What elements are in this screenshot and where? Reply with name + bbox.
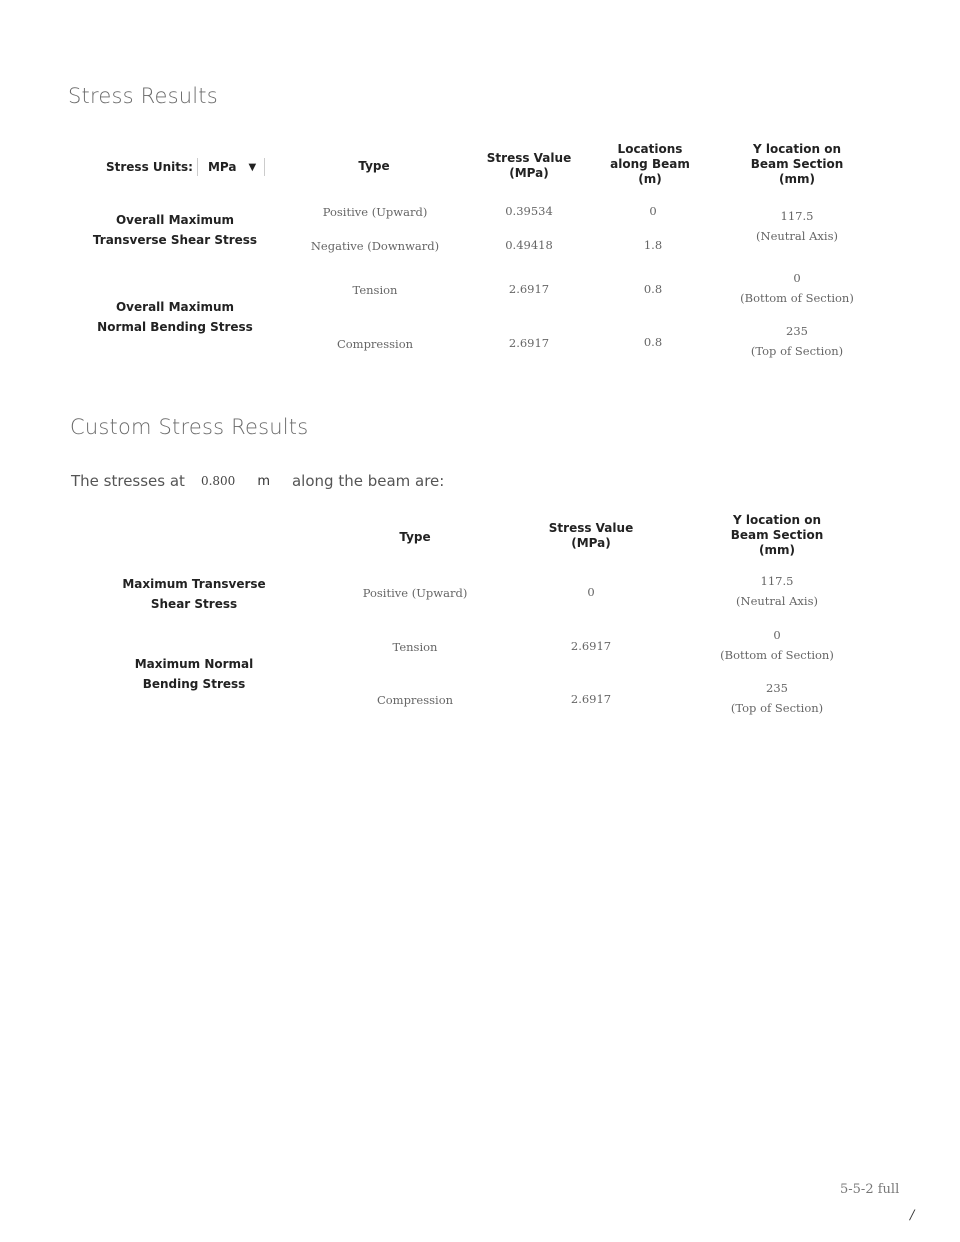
- header-type: Type: [358, 159, 390, 173]
- custom-shear-label-line2: Shear Stress: [150, 597, 238, 611]
- shear-positive-location: 0: [649, 204, 657, 218]
- shear-negative-value: 0.49418: [505, 238, 553, 252]
- bending-tension-value: 2.6917: [508, 282, 550, 296]
- shear-y-value: 117.5: [780, 209, 814, 223]
- custom-bending-label-line2: Bending Stress: [142, 677, 246, 691]
- stress-units-select[interactable]: [197, 158, 265, 176]
- overall-shear-label-line1: Overall Maximum: [115, 213, 235, 227]
- custom-shear-y-value: 117.5: [760, 574, 794, 588]
- custom-header-y-location-line2: Beam Section: [730, 528, 824, 542]
- shear-y-note: (Neutral Axis): [756, 229, 838, 243]
- custom-compression-type: Compression: [376, 693, 454, 707]
- custom-header-y-location: [712, 513, 842, 558]
- custom-header-stress-value: [531, 521, 651, 551]
- bending-compression-y: [722, 321, 872, 361]
- shear-positive-value: 0.39534: [505, 204, 553, 218]
- bending-compression-type: Compression: [336, 337, 414, 351]
- header-locations: [595, 142, 705, 187]
- custom-shear-y-note: (Neutral Axis): [736, 594, 818, 608]
- header-stress-value-line2: (MPa): [509, 166, 549, 180]
- footer-mark: /: [910, 1208, 915, 1223]
- custom-header-type: Type: [399, 530, 431, 544]
- custom-tension-y-value: 0: [773, 628, 781, 642]
- header-locations-line3: (m): [638, 172, 662, 186]
- position-unit: m: [257, 473, 270, 489]
- bending-tension-y-value: 0: [793, 271, 801, 285]
- custom-shear-value: 0: [587, 585, 595, 599]
- custom-tension-y: [702, 625, 852, 665]
- header-locations-line1: Locations: [617, 142, 683, 156]
- shear-negative-type: Negative (Downward): [310, 239, 440, 253]
- overall-bending-label-line1: Overall Maximum: [115, 300, 235, 314]
- custom-header-stress-value-line1: Stress Value: [548, 521, 634, 535]
- custom-position-sentence: [71, 470, 444, 492]
- overall-bending-label: [90, 297, 260, 337]
- custom-header-y-location-line1: Y location on: [732, 513, 822, 527]
- position-input[interactable]: 0.800: [200, 474, 236, 488]
- shear-negative-location: 1.8: [643, 238, 663, 252]
- sentence-prefix: The stresses at: [71, 472, 185, 490]
- bending-compression-location: 0.8: [643, 335, 663, 349]
- custom-shear-label: [109, 574, 279, 614]
- header-locations-line2: along Beam: [610, 157, 690, 171]
- footer-note: 5-5-2 full: [840, 1182, 900, 1197]
- custom-header-y-location-line3: (mm): [759, 543, 795, 557]
- bending-compression-value: 2.6917: [508, 336, 550, 350]
- bending-tension-y-note: (Bottom of Section): [740, 291, 854, 305]
- stress-units-control: [106, 154, 265, 180]
- sentence-suffix: along the beam are:: [291, 472, 445, 490]
- custom-compression-value: 2.6917: [570, 692, 612, 706]
- custom-compression-y-note: (Top of Section): [730, 701, 824, 715]
- custom-tension-type: Tension: [392, 640, 438, 654]
- custom-tension-value: 2.6917: [570, 639, 612, 653]
- header-y-location-line3: (mm): [779, 172, 815, 186]
- bending-tension-type: Tension: [352, 283, 398, 297]
- stress-units-label: Stress Units:: [106, 160, 193, 174]
- header-stress-value-line1: Stress Value: [486, 151, 572, 165]
- header-stress-value: [469, 151, 589, 181]
- custom-tension-y-note: (Bottom of Section): [720, 648, 834, 662]
- custom-shear-type: Positive (Upward): [362, 586, 468, 600]
- stress-units-value: MPa: [207, 160, 237, 174]
- custom-compression-y: [702, 678, 852, 718]
- overall-shear-label: [90, 210, 260, 250]
- overall-bending-label-line2: Normal Bending Stress: [97, 320, 253, 334]
- bending-compression-y-note: (Top of Section): [750, 344, 844, 358]
- stress-results-title: Stress Results: [68, 84, 218, 108]
- custom-results-title: Custom Stress Results: [70, 415, 309, 439]
- custom-bending-label-line1: Maximum Normal: [134, 657, 254, 671]
- shear-positive-type: Positive (Upward): [322, 205, 428, 219]
- bending-tension-y: [722, 268, 872, 308]
- bending-tension-location: 0.8: [643, 282, 663, 296]
- header-y-location-line1: Y location on: [752, 142, 842, 156]
- header-y-location-line2: Beam Section: [750, 157, 844, 171]
- bending-compression-y-value: 235: [786, 324, 808, 338]
- custom-header-stress-value-line2: (MPa): [571, 536, 611, 550]
- dropdown-caret-icon: ▼: [248, 161, 257, 173]
- custom-bending-label: [109, 654, 279, 694]
- custom-compression-y-value: 235: [766, 681, 788, 695]
- header-y-location: [732, 142, 862, 187]
- custom-shear-y: [702, 571, 852, 611]
- shear-y-location: [722, 206, 872, 246]
- custom-shear-label-line1: Maximum Transverse: [122, 577, 266, 591]
- overall-shear-label-line2: Transverse Shear Stress: [92, 233, 258, 247]
